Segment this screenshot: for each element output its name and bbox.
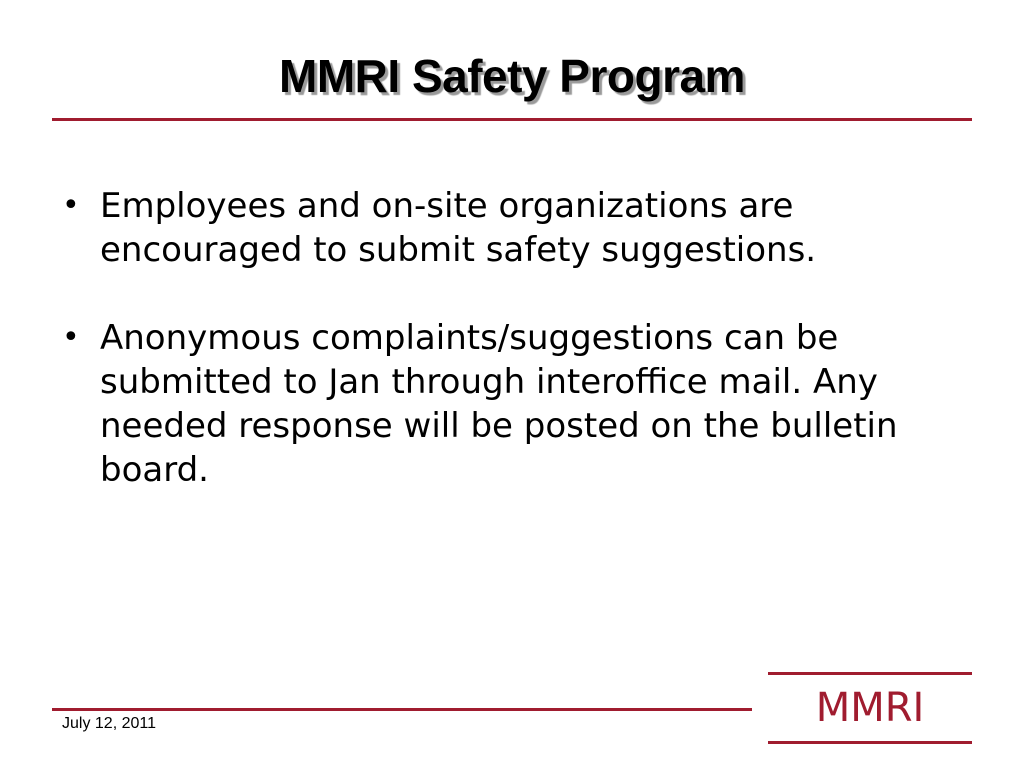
bullet-item — [62, 184, 962, 272]
bullet-list — [62, 184, 962, 536]
footer-divider — [52, 708, 752, 711]
bullet-icon: • — [62, 320, 80, 355]
logo-text: MMRI — [815, 685, 925, 731]
logo-bottom-rule — [768, 741, 972, 744]
mmri-logo — [768, 672, 972, 744]
bullet-text: Anonymous complaints/suggestions can be submitted to Jan through interoffice mail. Any needed response will be posted on the bulletin board. — [100, 318, 898, 490]
logo-top-rule — [768, 672, 972, 675]
footer-date: July 12, 2011 — [62, 715, 156, 732]
bullet-text: Employees and on-site organizations are encouraged to submit safety suggestions. — [100, 186, 817, 270]
title-divider — [52, 118, 972, 121]
bullet-item — [62, 316, 962, 492]
bullet-icon: • — [62, 188, 80, 223]
slide-title: MMRI Safety Program — [279, 50, 745, 102]
